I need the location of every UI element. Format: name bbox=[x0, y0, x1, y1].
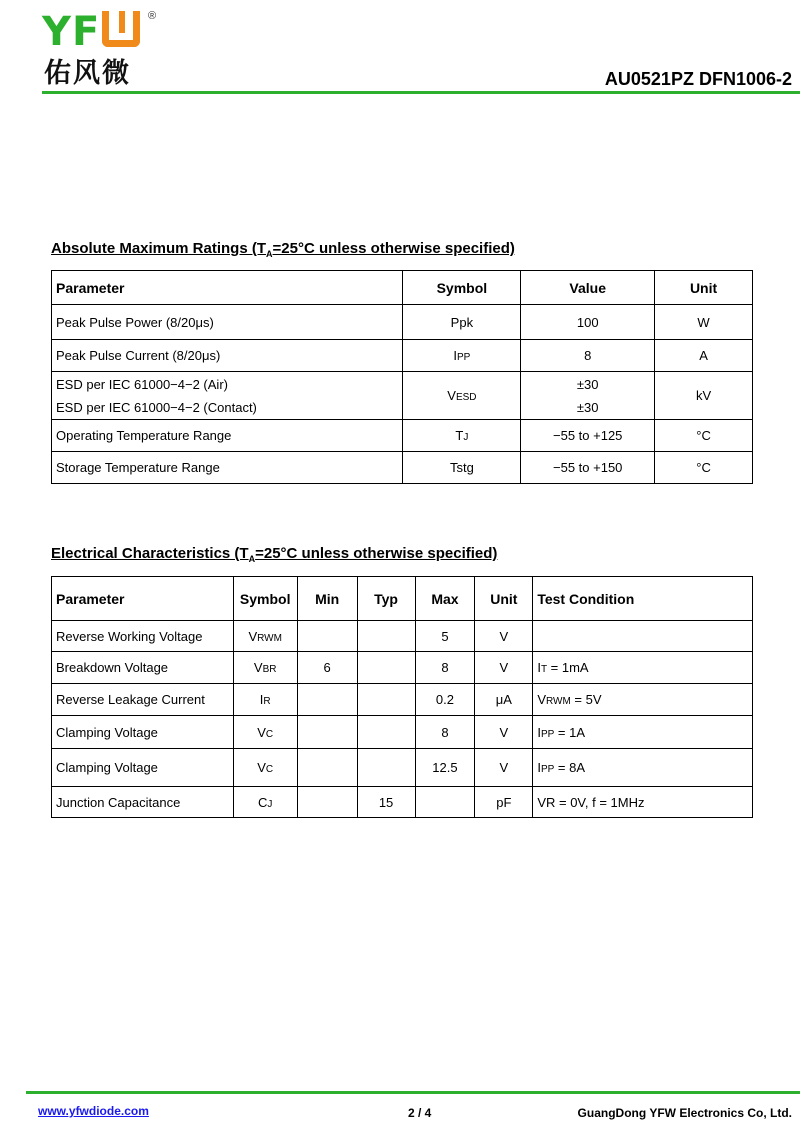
abs-max-ratings-table bbox=[51, 270, 753, 484]
parameter-cell: Junction Capacitance bbox=[52, 787, 234, 818]
max-cell: 8 bbox=[415, 652, 475, 684]
unit-cell: W bbox=[655, 305, 753, 340]
table-row bbox=[52, 372, 753, 420]
min-cell bbox=[297, 684, 357, 716]
header-max: Max bbox=[415, 577, 475, 621]
symbol-cell: Tstg bbox=[403, 452, 521, 484]
header-symbol: Symbol bbox=[403, 271, 521, 305]
table-row bbox=[52, 340, 753, 372]
symbol-cell: IPP bbox=[403, 340, 521, 372]
parameter-cell: Storage Temperature Range bbox=[52, 452, 403, 484]
logo-chinese-name: 佑风微 bbox=[44, 58, 131, 89]
parameter-cell: Peak Pulse Power (8/20μs) bbox=[52, 305, 403, 340]
test-condition-cell bbox=[533, 621, 753, 652]
header-parameter: Parameter bbox=[52, 271, 403, 305]
max-cell: 5 bbox=[415, 621, 475, 652]
table-header-row bbox=[52, 271, 753, 305]
symbol-cell: VC bbox=[233, 716, 297, 749]
unit-cell: °C bbox=[655, 452, 753, 484]
unit-cell: A bbox=[655, 340, 753, 372]
website-link[interactable]: www.yfwdiode.com bbox=[38, 1104, 149, 1118]
value-cell: −55 to +125 bbox=[521, 420, 655, 452]
header-unit: Unit bbox=[475, 577, 533, 621]
typ-cell bbox=[357, 716, 415, 749]
header-unit: Unit bbox=[655, 271, 753, 305]
table-row bbox=[52, 305, 753, 340]
min-cell bbox=[297, 621, 357, 652]
header-symbol: Symbol bbox=[233, 577, 297, 621]
header-value: Value bbox=[521, 271, 655, 305]
test-condition-cell: IPP = 1A bbox=[533, 716, 753, 749]
test-condition-cell: IPP = 8A bbox=[533, 749, 753, 787]
typ-cell bbox=[357, 621, 415, 652]
table-row bbox=[52, 749, 753, 787]
test-condition-cell: IT = 1mA bbox=[533, 652, 753, 684]
parameter-cell: Clamping Voltage bbox=[52, 716, 234, 749]
min-cell: 6 bbox=[297, 652, 357, 684]
symbol-cell: VESD bbox=[403, 372, 521, 420]
parameter-cell: ESD per IEC 61000−4−2 (Air) ESD per IEC 61000−4−2 (Contact) bbox=[52, 372, 403, 420]
logo-wordmark: YF bbox=[42, 8, 140, 56]
table-header-row bbox=[52, 577, 753, 621]
unit-cell: μA bbox=[475, 684, 533, 716]
symbol-cell: TJ bbox=[403, 420, 521, 452]
parameter-cell: Peak Pulse Current (8/20μs) bbox=[52, 340, 403, 372]
table-row bbox=[52, 420, 753, 452]
company-name: GuangDong YFW Electronics Co, Ltd. bbox=[577, 1106, 792, 1120]
typ-cell bbox=[357, 749, 415, 787]
min-cell bbox=[297, 749, 357, 787]
parameter-cell: Reverse Working Voltage bbox=[52, 621, 234, 652]
symbol-cell: IR bbox=[233, 684, 297, 716]
unit-cell: V bbox=[475, 652, 533, 684]
header-min: Min bbox=[297, 577, 357, 621]
max-cell: 8 bbox=[415, 716, 475, 749]
table-row bbox=[52, 452, 753, 484]
test-condition-cell: VR = 0V, f = 1MHz bbox=[533, 787, 753, 818]
min-cell bbox=[297, 787, 357, 818]
table-row bbox=[52, 787, 753, 818]
typ-cell bbox=[357, 684, 415, 716]
unit-cell: pF bbox=[475, 787, 533, 818]
abs-max-ratings-title: Absolute Maximum Ratings ($T_A=25^\circ C$ unless otherwise specified) bbox=[51, 240, 515, 259]
unit-cell: V bbox=[475, 749, 533, 787]
symbol-cell: CJ bbox=[233, 787, 297, 818]
max-cell bbox=[415, 787, 475, 818]
value-cell: ±30 ±30 bbox=[521, 372, 655, 420]
header-divider bbox=[42, 91, 800, 94]
symbol-cell: VC bbox=[233, 749, 297, 787]
page-number: 2 / 4 bbox=[408, 1106, 432, 1120]
parameter-cell: Clamping Voltage bbox=[52, 749, 234, 787]
electrical-characteristics-title: Electrical Characteristics ($T_A=25^\circ C$ unless otherwise specified) bbox=[51, 545, 498, 564]
table-row bbox=[52, 652, 753, 684]
unit-cell: °C bbox=[655, 420, 753, 452]
document-title: AU0521PZ DFN1006-2 bbox=[604, 69, 792, 89]
parameter-cell: Breakdown Voltage bbox=[52, 652, 234, 684]
typ-cell bbox=[357, 652, 415, 684]
footer-divider bbox=[26, 1091, 800, 1094]
table-row bbox=[52, 684, 753, 716]
unit-cell: V bbox=[475, 716, 533, 749]
parameter-cell: Operating Temperature Range bbox=[52, 420, 403, 452]
electrical-characteristics-table bbox=[51, 576, 753, 818]
value-cell: −55 to +150 bbox=[521, 452, 655, 484]
max-cell: 12.5 bbox=[415, 749, 475, 787]
max-cell: 0.2 bbox=[415, 684, 475, 716]
typ-cell: 15 bbox=[357, 787, 415, 818]
header-typ: Typ bbox=[357, 577, 415, 621]
symbol-cell: VBR bbox=[233, 652, 297, 684]
registered-mark: ® bbox=[148, 10, 157, 22]
value-cell: 100 bbox=[521, 305, 655, 340]
parameter-cell: Reverse Leakage Current bbox=[52, 684, 234, 716]
table-row bbox=[52, 621, 753, 652]
header-test-condition: Test Condition bbox=[533, 577, 753, 621]
value-cell: 8 bbox=[521, 340, 655, 372]
test-condition-cell: VRWM = 5V bbox=[533, 684, 753, 716]
unit-cell: kV bbox=[655, 372, 753, 420]
logo-u-mark bbox=[102, 11, 140, 47]
table-row bbox=[52, 716, 753, 749]
company-logo bbox=[42, 8, 162, 92]
symbol-cell: VRWM bbox=[233, 621, 297, 652]
header-parameter: Parameter bbox=[52, 577, 234, 621]
symbol-cell: Ppk bbox=[403, 305, 521, 340]
unit-cell: V bbox=[475, 621, 533, 652]
min-cell bbox=[297, 716, 357, 749]
